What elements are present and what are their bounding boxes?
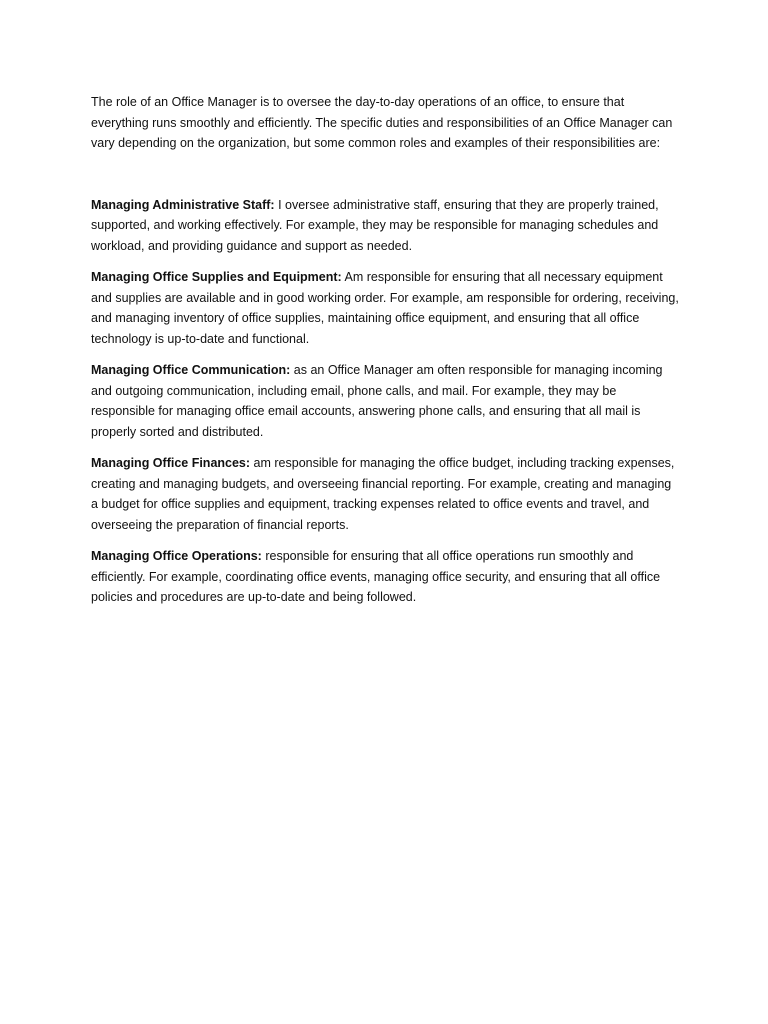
section-office-communication: [91, 360, 681, 442]
section-administrative-staff: [91, 195, 681, 257]
section-text: am responsible for managing the office budget, including tracking expenses, creating and managing budgets, and overseeing financial reporting. For example, creating and managing a budget for office supplies and equipment, tracking expenses related to office events and travel, and overseeing the preparation of financial reports.: [91, 456, 675, 532]
section-text: Am responsible for ensuring that all necessary equipment and supplies are available and in good working order. For example, am responsible for ordering, receiving, and managing inventory of office supplies, maintaining office equipment, and ensuring that all office technology is up-to-date and functional.: [91, 270, 679, 346]
section-text: as an Office Manager am often responsible for managing incoming and outgoing communication, including email, phone calls, and mail. For example, they may be responsible for managing office email accounts, answering phone calls, and ensuring that all mail is properly sorted and distributed.: [91, 363, 663, 439]
section-heading: Managing Office Communication:: [91, 363, 291, 377]
section-text: responsible for ensuring that all office operations run smoothly and efficiently. For example, coordinating office events, managing office security, and ensuring that all office policies and procedures are up-to-date and being followed.: [91, 549, 661, 604]
document-body: [91, 92, 681, 619]
section-heading: Managing Office Operations:: [91, 549, 262, 563]
section-text: I oversee administrative staff, ensuring that they are properly trained, supported, and working effectively. For example, they may be responsible for managing schedules and workload, and providing guidance and support as needed.: [91, 197, 659, 253]
section-office-operations: [91, 546, 681, 608]
section-office-finances: [91, 453, 681, 535]
intro-paragraph: The role of an Office Manager is to oversee the day-to-day operations of an office, to ensure that everything runs smoothly and efficiently. The specific duties and responsibilities of an Office Manager can vary depending on the organization, but some common roles and examples of their responsibilities are:: [91, 95, 673, 150]
section-office-supplies: [91, 267, 681, 349]
section-heading: Managing Administrative Staff:: [91, 197, 275, 212]
section-heading: Managing Office Supplies and Equipment:: [91, 270, 342, 284]
section-heading: Managing Office Finances:: [91, 456, 251, 470]
